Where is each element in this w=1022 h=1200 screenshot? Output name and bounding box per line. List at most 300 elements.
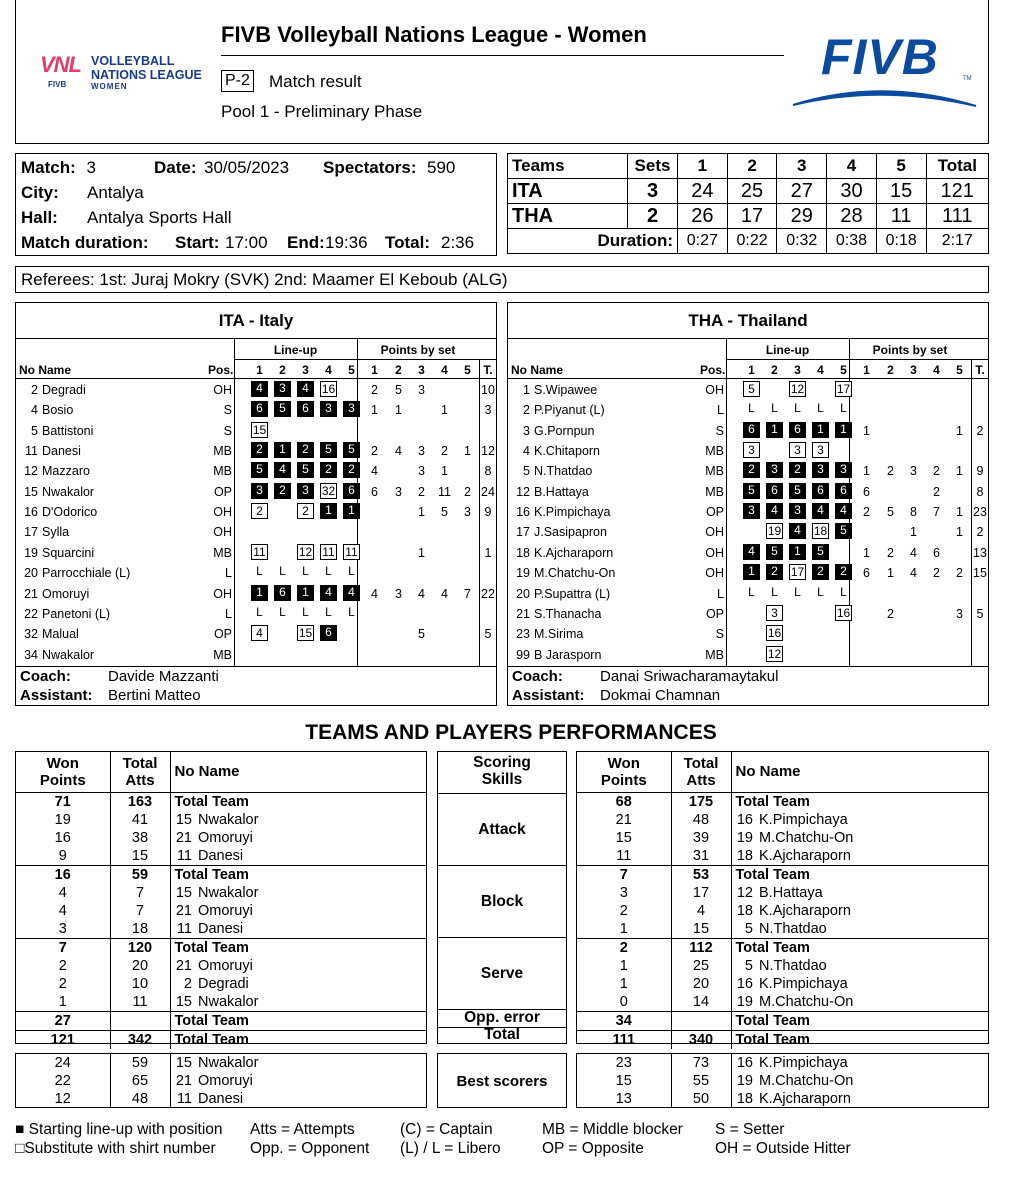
total-header-line1: Total [683, 754, 719, 772]
player-position: OH [213, 586, 232, 601]
player-total: 13 [973, 545, 987, 560]
vnl-logo [38, 50, 208, 95]
player-name: M.Sirima [534, 627, 584, 642]
player-number: 11 [176, 847, 192, 864]
won-points: 2 [577, 902, 671, 920]
set-duration: 0:27 [678, 229, 728, 254]
total-header-line1: Total [122, 754, 158, 772]
performance-row [16, 1030, 426, 1049]
player-name: Degradi [42, 383, 86, 397]
total-atts: 7 [110, 884, 170, 902]
lineup-cell: 15 [252, 422, 267, 437]
points-set-header: 5 [956, 363, 963, 377]
player-name: Nwakalor [198, 993, 259, 1010]
total-atts: 112 [671, 938, 731, 957]
city-value: Antalya [87, 183, 144, 202]
lineup-set-header: 5 [348, 363, 355, 377]
set-points: 1 [863, 464, 870, 479]
score-set: 25 [727, 179, 777, 204]
set-points: 3 [910, 464, 917, 479]
lineup-cell: 4 [766, 503, 783, 519]
player-position: OP [213, 627, 232, 642]
match-date: 30/05/2023 [204, 158, 290, 177]
lineup-cell: 1 [251, 585, 268, 601]
team-title: ITA - Italy [16, 303, 496, 339]
lineup-cell: 3 [274, 381, 291, 397]
legend-opp: Opp. = Opponent [250, 1140, 370, 1157]
total-header: T. [483, 363, 493, 377]
set-points: 6 [371, 484, 378, 499]
lineup-cell: L [817, 401, 824, 416]
vnl-logo-fivb: FIVB [48, 80, 67, 89]
won-points: 15 [577, 829, 671, 847]
player-row [16, 604, 496, 624]
set-points: 7 [464, 586, 471, 601]
won-points: 3 [16, 920, 110, 939]
lineup-cell: 17 [790, 565, 805, 580]
player-position: OH [213, 383, 232, 397]
lineup-cell: 3 [743, 442, 760, 458]
lineup-cell: 2 [743, 462, 760, 478]
set-points: 5 [887, 505, 894, 520]
player-name: Malual [42, 627, 79, 642]
player-number: 17 [516, 525, 530, 540]
lineup-cell: 5 [743, 483, 760, 499]
legend-setter: S = Setter [715, 1121, 785, 1138]
legend-captain: (C) = Captain [400, 1121, 493, 1138]
points-set-header: 3 [910, 363, 917, 377]
performance-row [16, 938, 426, 957]
score-duration-row [508, 229, 989, 254]
total-atts-header [671, 752, 731, 792]
performance-row [16, 993, 426, 1012]
lineup-cell: 4 [297, 381, 314, 397]
player-row [16, 400, 496, 420]
lineup-cell: L [748, 584, 755, 599]
doc-type: Match result [269, 72, 362, 91]
player-number: 2 [523, 403, 530, 418]
lineup-cell: 4 [320, 585, 337, 601]
lineup-cell: 5 [297, 462, 314, 478]
player-position: MB [213, 647, 232, 662]
set-points: 3 [464, 505, 471, 520]
lineup-cell: 1 [835, 422, 852, 438]
score-set: 11 [876, 204, 926, 229]
player-number: 21 [175, 957, 192, 974]
skills-header-line [438, 793, 566, 794]
player-number: 20 [516, 586, 530, 601]
set-points: 3 [418, 464, 425, 479]
set-duration: 0:18 [876, 229, 926, 254]
assistant-label: Assistant: [20, 687, 93, 704]
player-row [508, 461, 988, 481]
set-points: 1 [956, 423, 963, 438]
lineup-set-header: 2 [279, 363, 286, 377]
lineup-cell: 1 [766, 422, 783, 438]
player-position: OH [213, 505, 232, 520]
lineup-cell: 5 [766, 544, 783, 560]
player-row [16, 563, 496, 583]
points-set-header: 4 [441, 363, 448, 377]
performance-tha [576, 751, 989, 1048]
lineup-cell: 1 [297, 585, 314, 601]
performance-row [577, 847, 988, 866]
lineup-cell: 6 [835, 483, 852, 499]
player-number: 32 [24, 627, 38, 642]
lineup-cell: L [794, 401, 801, 416]
won-points: 1 [16, 993, 110, 1012]
player-number: 2 [183, 975, 192, 992]
player-row [508, 400, 988, 420]
lineup-set-header: 1 [256, 363, 263, 377]
player-name: Danesi [198, 920, 244, 937]
player-number: 1 [523, 383, 530, 397]
best-scorer-row [577, 1072, 988, 1090]
total-atts: 31 [671, 847, 731, 866]
legend-op: OP = Opposite [542, 1140, 644, 1157]
player-position: OH [705, 525, 724, 540]
total-atts: 25 [671, 957, 731, 975]
set-points: 2 [887, 464, 894, 479]
hall-label: Hall: [21, 208, 58, 227]
player-total: 8 [484, 464, 492, 479]
player-number: 5 [744, 920, 753, 937]
player-name: Danesi [198, 847, 244, 864]
total-atts: 17 [671, 884, 731, 902]
total-atts: 18 [110, 920, 170, 939]
set-points: 2 [933, 464, 940, 479]
player-name: Nwakalor [198, 811, 259, 828]
performance-table [16, 752, 426, 1049]
set-points: 1 [464, 444, 471, 459]
player-row [16, 624, 496, 644]
player-name: N.Thatdao [759, 957, 827, 974]
set-points: 1 [441, 464, 448, 479]
lineup-cell: 17 [836, 382, 851, 396]
assistant-name: Bertini Matteo [108, 687, 201, 704]
lineup-cell: 3 [835, 462, 852, 478]
performance-row [16, 884, 426, 902]
player-number: 12 [516, 484, 530, 499]
lineup-cell: 19 [767, 524, 782, 539]
total-atts: 65 [110, 1072, 170, 1090]
set-points: 1 [441, 403, 448, 418]
lineup-cell: L [840, 584, 847, 599]
player-row [508, 502, 988, 522]
set-points: 5 [441, 505, 448, 520]
player-total: 8 [976, 484, 984, 499]
lineup-cell: L [325, 604, 332, 619]
score-sets: 3 [628, 179, 678, 204]
lineup-cell: 2 [835, 564, 852, 580]
set-points: 4 [395, 444, 402, 459]
player-total: 5 [484, 627, 492, 642]
opp-error-label: Opp. error [464, 1009, 540, 1026]
doc-code: P-2 [221, 70, 254, 92]
lineup-cell: 1 [812, 422, 829, 438]
lineup-cell: 2 [251, 442, 268, 458]
player-name: K.Pimpichaya [759, 975, 848, 992]
performance-header-row [577, 752, 988, 792]
best-scorers-label: Best scorers [456, 1073, 548, 1090]
lineup-cell: 18 [813, 524, 828, 539]
score-header-set1: 1 [678, 154, 728, 179]
won-points: 23 [577, 1054, 671, 1072]
duration-label: Duration: [508, 229, 678, 254]
player-name: Nwakalor [42, 484, 95, 499]
player-name: Degradi [198, 975, 249, 992]
lineup-cell: 5 [251, 462, 268, 478]
performance-row [16, 975, 426, 993]
performance-row [577, 884, 988, 902]
player-row [508, 441, 988, 461]
total-atts: 39 [671, 829, 731, 847]
referees: Referees: 1st: Juraj Mokry (SVK) 2nd: Maamer El Keboub (ALG) [15, 266, 989, 293]
player-row [16, 543, 496, 563]
score-set: 29 [777, 204, 827, 229]
set-points: 4 [910, 566, 917, 581]
lineup-cell: 11 [320, 544, 337, 560]
player-position: L [225, 606, 232, 621]
header-line [508, 378, 988, 379]
won-points: 27 [16, 1011, 110, 1030]
set-points: 2 [418, 484, 425, 499]
player-number: 19 [24, 545, 38, 560]
lineup-cell: 3 [789, 442, 806, 458]
player-name: Sylla [42, 525, 70, 540]
lineup-cell: L [348, 604, 355, 619]
score-sets: 2 [628, 204, 678, 229]
no-name-header: No Name [174, 762, 240, 780]
pos-header: Pos. [700, 363, 726, 377]
lineup-set-header: 4 [325, 363, 332, 377]
set-points: 3 [395, 586, 402, 601]
won-points: 16 [16, 829, 110, 847]
total-atts: 20 [110, 957, 170, 975]
set-points: 2 [887, 606, 894, 621]
set-duration: 0:32 [777, 229, 827, 254]
player-number: 19 [736, 1073, 753, 1089]
vnl-logo-mark: VNL [40, 52, 81, 77]
total-atts: 4 [671, 902, 731, 920]
player-name: Parrocchiale (L) [42, 566, 131, 581]
best-scorers-tha [576, 1053, 989, 1108]
player-name: Battistoni [42, 423, 94, 438]
lineup-cell: L [794, 584, 801, 599]
team-lineup-tha [507, 302, 989, 706]
won-points: 1 [577, 957, 671, 975]
skill-label: Serve [480, 965, 524, 982]
player-name: N.Thatdao [759, 920, 827, 937]
lineup-cell: 12 [767, 646, 782, 661]
lineup-cell: 6 [343, 483, 360, 499]
player-name: Squarcini [42, 545, 95, 560]
won-points: 4 [16, 884, 110, 902]
player-position: MB [213, 464, 232, 479]
total-atts: 342 [110, 1030, 170, 1049]
lineup-cell: 3 [766, 605, 783, 621]
no-name-header: No Name [19, 363, 72, 377]
points-set-header: 4 [933, 363, 940, 377]
lineup-cell: 4 [812, 503, 829, 519]
performance-row [16, 865, 426, 884]
total-atts: 15 [110, 847, 170, 866]
city-label: City: [21, 183, 59, 202]
player-position: MB [213, 545, 232, 560]
lineup-cell: 2 [297, 503, 314, 519]
coach-name: Danai Sriwacharamaytakul [600, 668, 779, 685]
total-atts: 48 [671, 811, 731, 829]
legend-start: ■ Starting line-up with position [15, 1121, 223, 1138]
player-name: M.Chatchu-On [759, 1073, 854, 1089]
player-number: 19 [736, 993, 753, 1010]
skill-divider [438, 937, 566, 938]
performance-row [16, 902, 426, 920]
player-number: 21 [24, 586, 38, 601]
score-total: 111 [926, 204, 988, 229]
won-points: 68 [577, 792, 671, 811]
performance-row [16, 957, 426, 975]
player-position: OH [705, 566, 724, 581]
player-row [508, 380, 988, 400]
lineup-cell: 5 [343, 442, 360, 458]
total-atts: 7 [110, 902, 170, 920]
won-points: 22 [16, 1072, 110, 1090]
performance-title: TEAMS AND PLAYERS PERFORMANCES [305, 721, 717, 744]
player-row [508, 584, 988, 604]
player-total: 23 [973, 505, 987, 520]
set-points: 2 [371, 383, 378, 397]
player-number: 4 [523, 444, 530, 459]
lineup-cell: 5 [743, 381, 760, 397]
total-time: 2:36 [441, 233, 475, 252]
legend-atts: Atts = Attempts [250, 1121, 355, 1138]
player-total: 10 [481, 383, 495, 397]
player-number: 16 [516, 505, 530, 520]
total-atts: 48 [110, 1090, 170, 1108]
total-atts: 175 [671, 792, 731, 811]
won-points: 19 [16, 811, 110, 829]
player-name: Omoruyi [198, 957, 253, 974]
won-points: 9 [16, 847, 110, 866]
set-points: 2 [887, 545, 894, 560]
date-label: Date: [154, 158, 197, 177]
player-number: 19 [736, 829, 753, 846]
player-name: K.Ajcharaporn [534, 545, 614, 560]
score-header-set3: 3 [777, 154, 827, 179]
player-position: OH [213, 525, 232, 540]
team-lineup-ita [15, 302, 497, 706]
total-atts: 14 [671, 993, 731, 1012]
performance-skills [437, 751, 567, 1044]
score-header-teams: Teams [508, 154, 628, 179]
total-team-label: Total Team [174, 1031, 249, 1048]
points-set-header: 5 [464, 363, 471, 377]
performance-row [577, 829, 988, 847]
total-atts: 38 [110, 829, 170, 847]
lineup-cell: 2 [274, 483, 291, 499]
start-time: 17:00 [225, 233, 268, 252]
set-points: 5 [395, 383, 402, 397]
fivb-logo-swoosh [791, 32, 981, 110]
lineup-cell: 16 [767, 626, 782, 641]
performance-row [16, 847, 426, 866]
set-points: 5 [418, 627, 425, 642]
score-header-set2: 2 [727, 154, 777, 179]
performance-row [577, 811, 988, 829]
set-points: 3 [418, 383, 425, 397]
player-number: 12 [736, 884, 753, 901]
lineup-cell: 1 [743, 564, 760, 580]
player-number: 5 [744, 957, 753, 974]
player-name: B.Hattaya [759, 884, 823, 901]
skills-header-line1: Scoring [473, 754, 531, 771]
performance-row [577, 938, 988, 957]
player-name: Omoruyi [198, 902, 253, 919]
performance-row [16, 829, 426, 847]
player-number: 20 [24, 566, 38, 581]
skills-header [438, 754, 566, 788]
header-line [16, 378, 496, 379]
points-set-header: 2 [887, 363, 894, 377]
no-name-header: No Name [511, 363, 564, 377]
lineup-cell: 4 [251, 625, 268, 641]
lineup-cell: 5 [789, 483, 806, 499]
player-name: M.Chatchu-On [759, 993, 854, 1010]
set-points: 2 [933, 484, 940, 499]
end-time: 19:36 [325, 233, 368, 252]
won-points: 71 [16, 792, 110, 811]
score-set: 27 [777, 179, 827, 204]
lineup-set-header: 5 [840, 363, 847, 377]
total-team-label: Total Team [174, 1012, 249, 1029]
lineup-cell: 1 [320, 503, 337, 519]
player-row [16, 380, 496, 400]
lineup-cell: 3 [812, 462, 829, 478]
player-name: Omoruyi [42, 586, 90, 601]
score-header-row [508, 154, 989, 179]
won-points: 11 [577, 847, 671, 866]
scoreboard [507, 153, 989, 256]
best-scorers-ita [15, 1053, 427, 1108]
player-row [16, 482, 496, 502]
total-atts [110, 1011, 170, 1030]
player-position: OH [705, 383, 724, 397]
player-name: S.Thanacha [534, 606, 602, 621]
player-row [508, 543, 988, 563]
player-row [16, 421, 496, 441]
lineup-cell: 3 [743, 503, 760, 519]
total-atts-header [110, 752, 170, 792]
won-points: 1 [577, 975, 671, 993]
won-header-line2: Points [39, 771, 86, 789]
player-name: J.Sasipapron [534, 525, 607, 540]
team-title: THA - Thailand [508, 303, 988, 339]
player-position: OP [213, 484, 232, 499]
total-atts: 340 [671, 1030, 731, 1049]
header-subline [234, 359, 497, 360]
score-header-total: Total [926, 154, 988, 179]
player-position: S [715, 627, 724, 642]
set-points: 6 [863, 484, 870, 499]
lineup-cell: 1 [343, 503, 360, 519]
won-points: 15 [577, 1072, 671, 1090]
player-number: 11 [176, 920, 192, 937]
won-points: 7 [577, 865, 671, 884]
player-number: 15 [175, 1055, 192, 1071]
lineup-cell: 6 [743, 422, 760, 438]
performance-header-row [16, 752, 426, 792]
